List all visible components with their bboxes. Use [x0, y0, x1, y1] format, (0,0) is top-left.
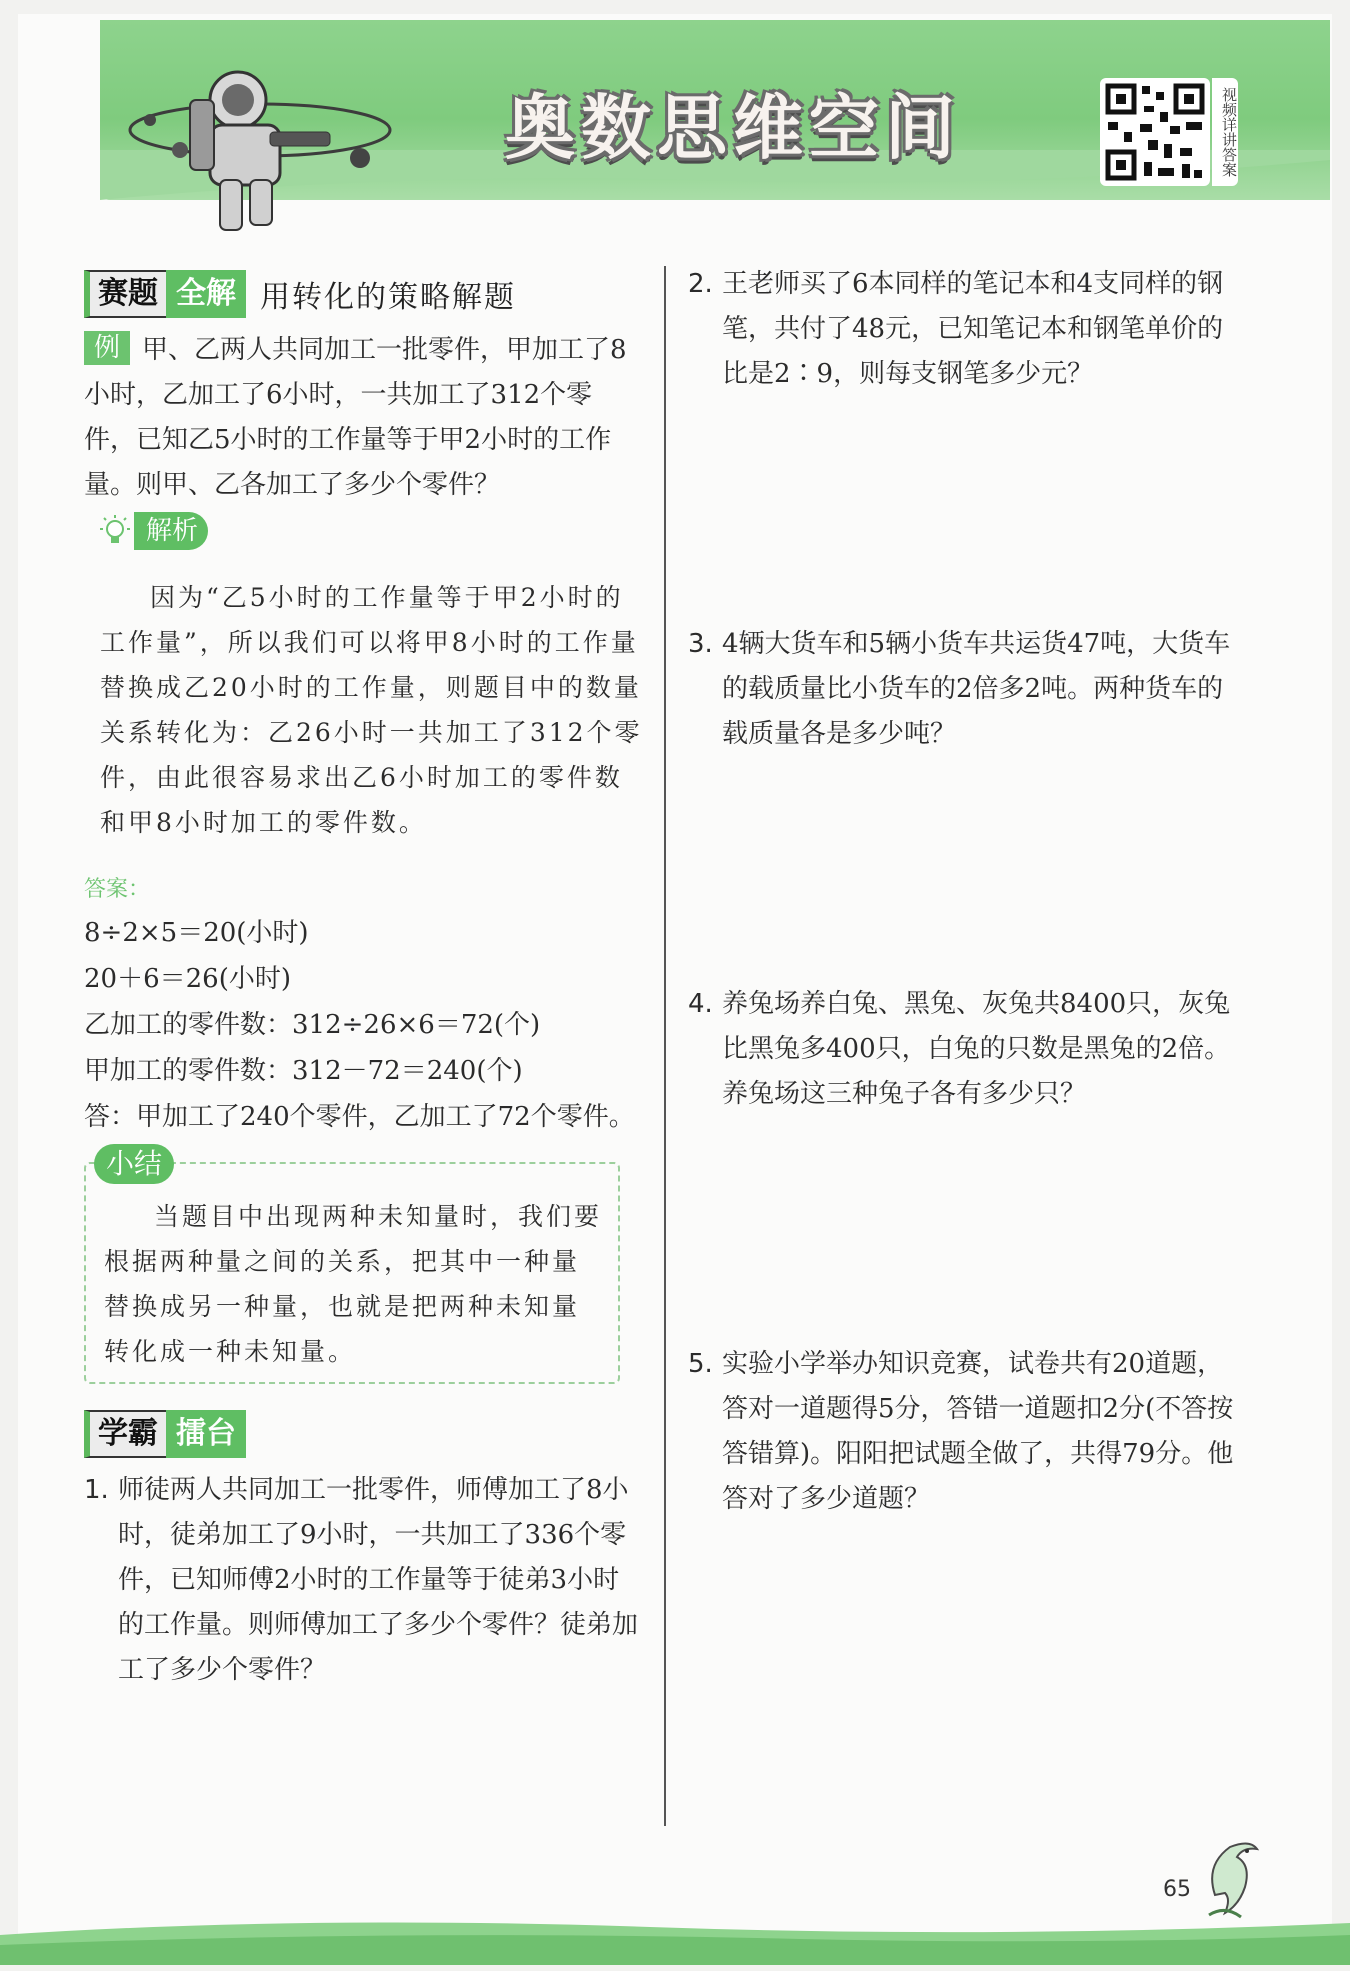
answer-line: 甲加工的零件数：312－72＝240(个) — [84, 1056, 523, 1086]
section-banner-challenge — [84, 1410, 644, 1458]
problem-number: 1. — [84, 1475, 109, 1505]
astronaut-illustration — [120, 40, 420, 250]
problem-number: 2. — [688, 269, 713, 299]
banner-tag-dark: 赛题 — [84, 270, 166, 318]
problem-number: 4. — [688, 989, 713, 1019]
example-badge: 例 — [84, 331, 130, 365]
page-title: 奥数思维空间 — [505, 87, 961, 169]
banner-tag-green: 全解 — [166, 270, 246, 318]
problem-text: 实验小学举办知识竞赛，试卷共有20道题，答对一道题得5分，答错一道题扣2分(不答按答错算)。阳阳把试题全做了，共得79分。他答对了多少道题？ — [722, 1349, 1234, 1514]
answer-line: 20＋6＝26(小时) — [84, 964, 291, 994]
section-banner-solution — [84, 270, 644, 318]
answer-line: 8÷2×5＝20(小时) — [84, 918, 309, 948]
banner-subtitle: 用转化的策略解题 — [260, 280, 516, 315]
problem-number: 5. — [688, 1349, 713, 1379]
answer-line: 乙加工的零件数：312÷26×6＝72(个) — [84, 1010, 541, 1040]
banner-tag-dark: 学霸 — [84, 1410, 166, 1458]
problem-text: 师徒两人共同加工一批零件，师傅加工了8小时，徒弟加工了9小时，一共加工了336个零件，已知师傅2小时的工作量等于徒弟3小时的工作量。则师傅加工了多少个零件？徒弟加工了多少个零件？ — [118, 1475, 639, 1685]
left-column — [84, 270, 644, 1693]
qr-code-icon[interactable] — [1100, 78, 1210, 186]
analysis-text: 因为“乙5小时的工作量等于甲2小时的工作量”，所以我们可以将甲8小时的工作量替换成乙20小时的工作量，则题目中的数量关系转化为：乙26小时一共加工了312个零件，由此很容易求出乙6小时加工的零件数和甲8小时加工的零件数。 — [100, 583, 643, 837]
problem-2 — [688, 262, 1248, 397]
analysis-header — [98, 512, 644, 550]
banner-tag-green: 擂台 — [166, 1410, 246, 1458]
example-text: 甲、乙两人共同加工一批零件，甲加工了8小时，乙加工了6小时，一共加工了312个零件，已知乙5小时的工作量等于甲2小时的工作量。则甲、乙各加工了多少个零件？ — [84, 335, 627, 500]
problem-3 — [688, 622, 1248, 757]
problem-number: 3. — [688, 629, 713, 659]
column-divider — [664, 266, 666, 1826]
problem-5 — [688, 1342, 1248, 1522]
answer-line: 答：甲加工了240个零件，乙加工了72个零件。 — [84, 1102, 635, 1132]
summary-text: 当题目中出现两种未知量时，我们要根据两种量之间的关系，把其中一种量替换成另一种量，也就是把两种未知量转化成一种未知量。 — [104, 1202, 603, 1366]
right-column — [688, 262, 1248, 1522]
summary-box — [84, 1147, 620, 1384]
problem-text: 养兔场养白兔、黑兔、灰兔共8400只，灰兔比黑兔多400只，白兔的只数是黑兔的2倍。养兔场这三种兔子各有多少只？ — [722, 989, 1231, 1109]
problem-4 — [688, 982, 1248, 1117]
problem-text: 王老师买了6本同样的笔记本和4支同样的钢笔，共付了48元，已知笔记本和钢笔单价的比是2∶9，则每支钢笔多少元？ — [722, 269, 1224, 389]
answer-label: 答案： — [84, 877, 151, 902]
page-number: 65 — [1163, 1877, 1191, 1902]
summary-label: 小结 — [94, 1144, 174, 1184]
example-block — [84, 328, 644, 508]
qr-label: 视频详讲答案 — [1212, 78, 1238, 186]
dolphin-icon — [1195, 1835, 1265, 1925]
problem-1 — [84, 1468, 644, 1693]
lightbulb-icon — [98, 514, 132, 548]
footer-wave — [0, 1905, 1350, 1965]
problem-text: 4辆大货车和5辆小货车共运货47吨，大货车的载质量比小货车的2倍多2吨。两种货车的载质量各是多少吨？ — [722, 629, 1231, 749]
analysis-label: 解析 — [134, 512, 208, 550]
